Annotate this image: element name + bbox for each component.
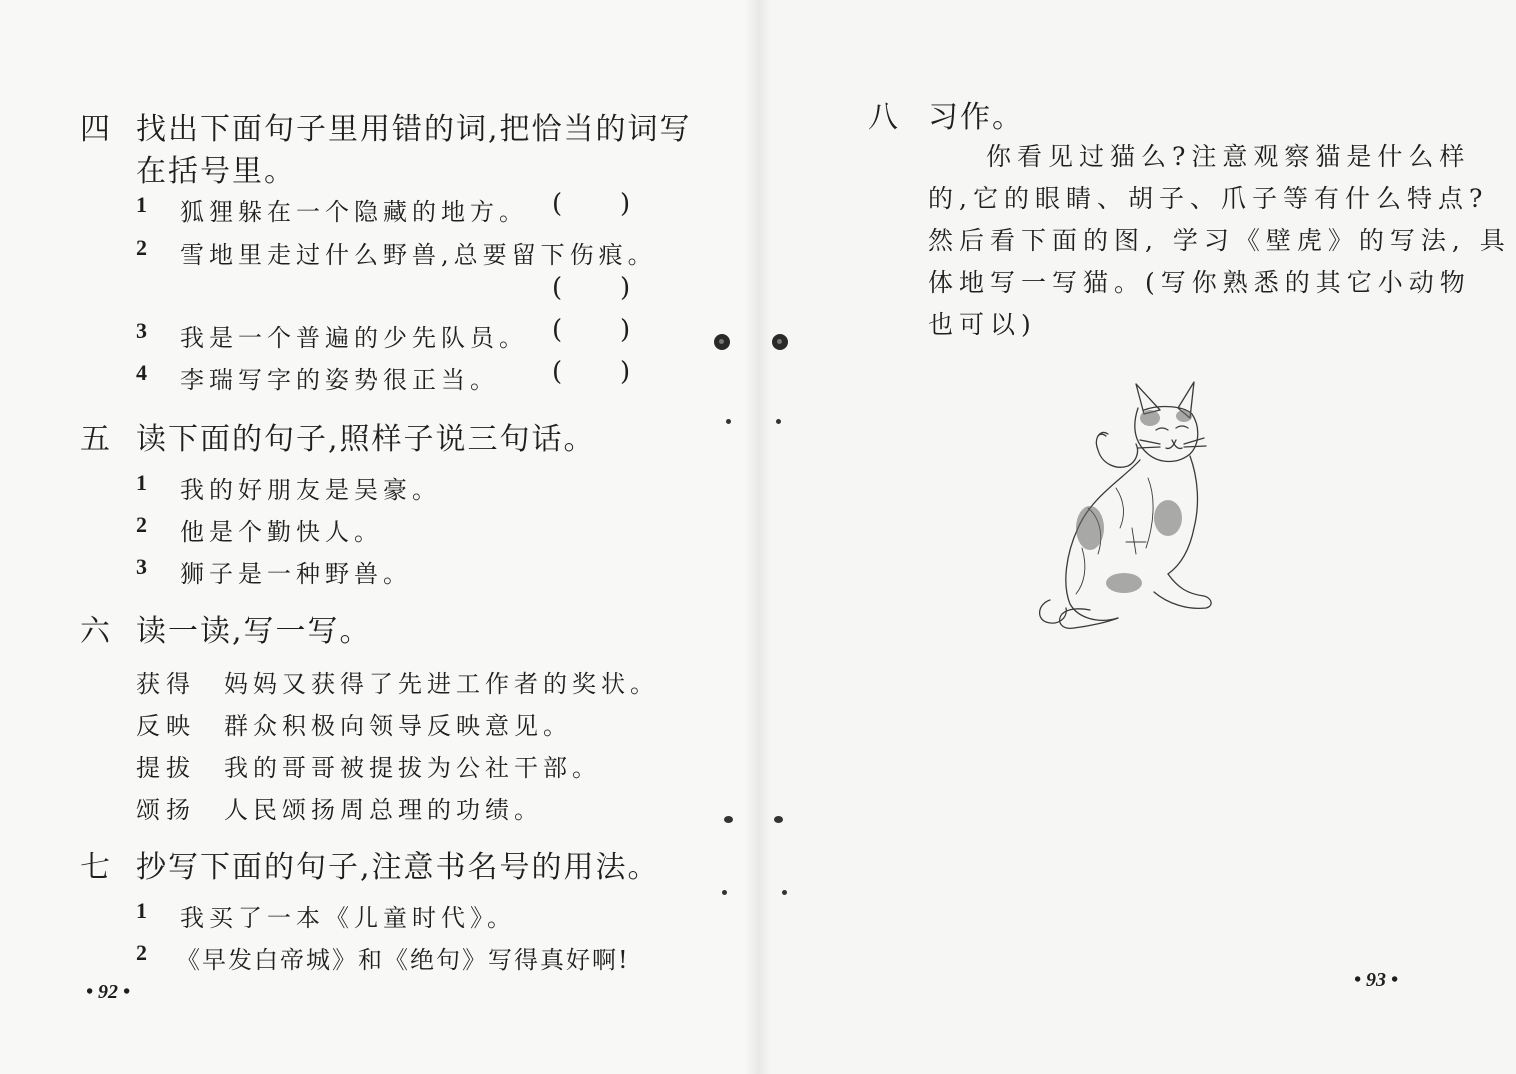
paragraph-line: 也可以) bbox=[928, 310, 1037, 339]
section-title: 抄写下面的句子,注意书名号的用法。 bbox=[136, 850, 660, 885]
item-number: 3 bbox=[136, 554, 147, 579]
binding-hole bbox=[724, 816, 733, 823]
paragraph-line: 的,它的眼睛、胡子、爪子等有什么特点? bbox=[928, 184, 1489, 213]
item-number: 4 bbox=[136, 360, 147, 385]
book-gutter bbox=[745, 0, 771, 1074]
binding-hole bbox=[722, 890, 727, 895]
item-number: 2 bbox=[136, 940, 147, 965]
exercise-sentence: 雪地里走过什么野兽,总要留下伤痕。 bbox=[180, 241, 657, 269]
answer-paren-open: ( bbox=[552, 189, 563, 219]
vocab-sentence: 人民颂扬周总理的功绩。 bbox=[224, 796, 543, 824]
exercise-sentence: 我是一个普遍的少先队员。 bbox=[180, 324, 528, 352]
section-title: 读下面的句子,照样子说三句话。 bbox=[136, 422, 596, 457]
vocab-word: 反映 bbox=[136, 712, 196, 740]
staple-icon bbox=[714, 334, 730, 350]
section-title: 习作。 bbox=[928, 100, 1024, 135]
section-title-continued: 在括号里。 bbox=[136, 154, 296, 189]
answer-paren-open: ( bbox=[552, 273, 563, 303]
exercise-sentence: 狐狸躲在一个隐藏的地方。 bbox=[180, 198, 528, 226]
section-number: 五 bbox=[80, 422, 112, 457]
vocab-sentence: 群众积极向领导反映意见。 bbox=[224, 712, 572, 740]
binding-hole bbox=[726, 419, 731, 424]
answer-paren-close: ) bbox=[620, 315, 631, 345]
answer-paren-close: ) bbox=[620, 357, 631, 387]
binding-hole bbox=[776, 419, 781, 424]
paragraph-line: 你看见过猫么?注意观察猫是什么样 bbox=[986, 142, 1471, 171]
page-number: • 92 • bbox=[86, 981, 131, 1003]
answer-paren-open: ( bbox=[552, 357, 563, 387]
item-number: 2 bbox=[136, 235, 147, 260]
vocab-sentence: 我的哥哥被提拔为公社干部。 bbox=[224, 754, 601, 782]
section-number: 八 bbox=[868, 100, 900, 135]
vocab-word: 颂扬 bbox=[136, 796, 196, 824]
exercise-sentence: 李瑞写字的姿势很正当。 bbox=[180, 366, 499, 394]
item-number: 1 bbox=[136, 192, 147, 217]
binding-hole bbox=[774, 816, 783, 823]
binding-hole bbox=[782, 890, 787, 895]
section-number: 七 bbox=[80, 850, 112, 885]
staple-icon bbox=[772, 334, 788, 350]
section-title: 找出下面句子里用错的词,把恰当的词写 bbox=[136, 112, 692, 147]
section-title: 读一读,写一写。 bbox=[136, 614, 372, 649]
copy-sentence: 我买了一本《儿童时代》。 bbox=[180, 904, 516, 932]
answer-paren-close: ) bbox=[620, 189, 631, 219]
cat-illustration bbox=[1028, 378, 1218, 638]
paragraph-line: 体地写一写猫。(写你熟悉的其它小动物 bbox=[928, 268, 1471, 297]
paragraph-line: 然后看下面的图, 学习《壁虎》的写法, 具 bbox=[928, 226, 1511, 255]
item-number: 1 bbox=[136, 898, 147, 923]
example-sentence: 我的好朋友是吴豪。 bbox=[180, 476, 441, 504]
answer-paren-close: ) bbox=[620, 273, 631, 303]
section-number: 六 bbox=[80, 614, 112, 649]
answer-paren-open: ( bbox=[552, 315, 563, 345]
item-number: 2 bbox=[136, 512, 147, 537]
vocab-word: 提拔 bbox=[136, 754, 196, 782]
vocab-word: 获得 bbox=[136, 670, 196, 698]
example-sentence: 他是个勤快人。 bbox=[180, 518, 383, 546]
vocab-sentence: 妈妈又获得了先进工作者的奖状。 bbox=[224, 670, 659, 698]
example-sentence: 狮子是一种野兽。 bbox=[180, 560, 412, 588]
section-number: 四 bbox=[80, 112, 112, 147]
copy-sentence: 《早发白帝城》和《绝句》写得真好啊! bbox=[176, 946, 630, 974]
item-number: 1 bbox=[136, 470, 147, 495]
page-number: • 93 • bbox=[1354, 969, 1399, 991]
item-number: 3 bbox=[136, 318, 147, 343]
